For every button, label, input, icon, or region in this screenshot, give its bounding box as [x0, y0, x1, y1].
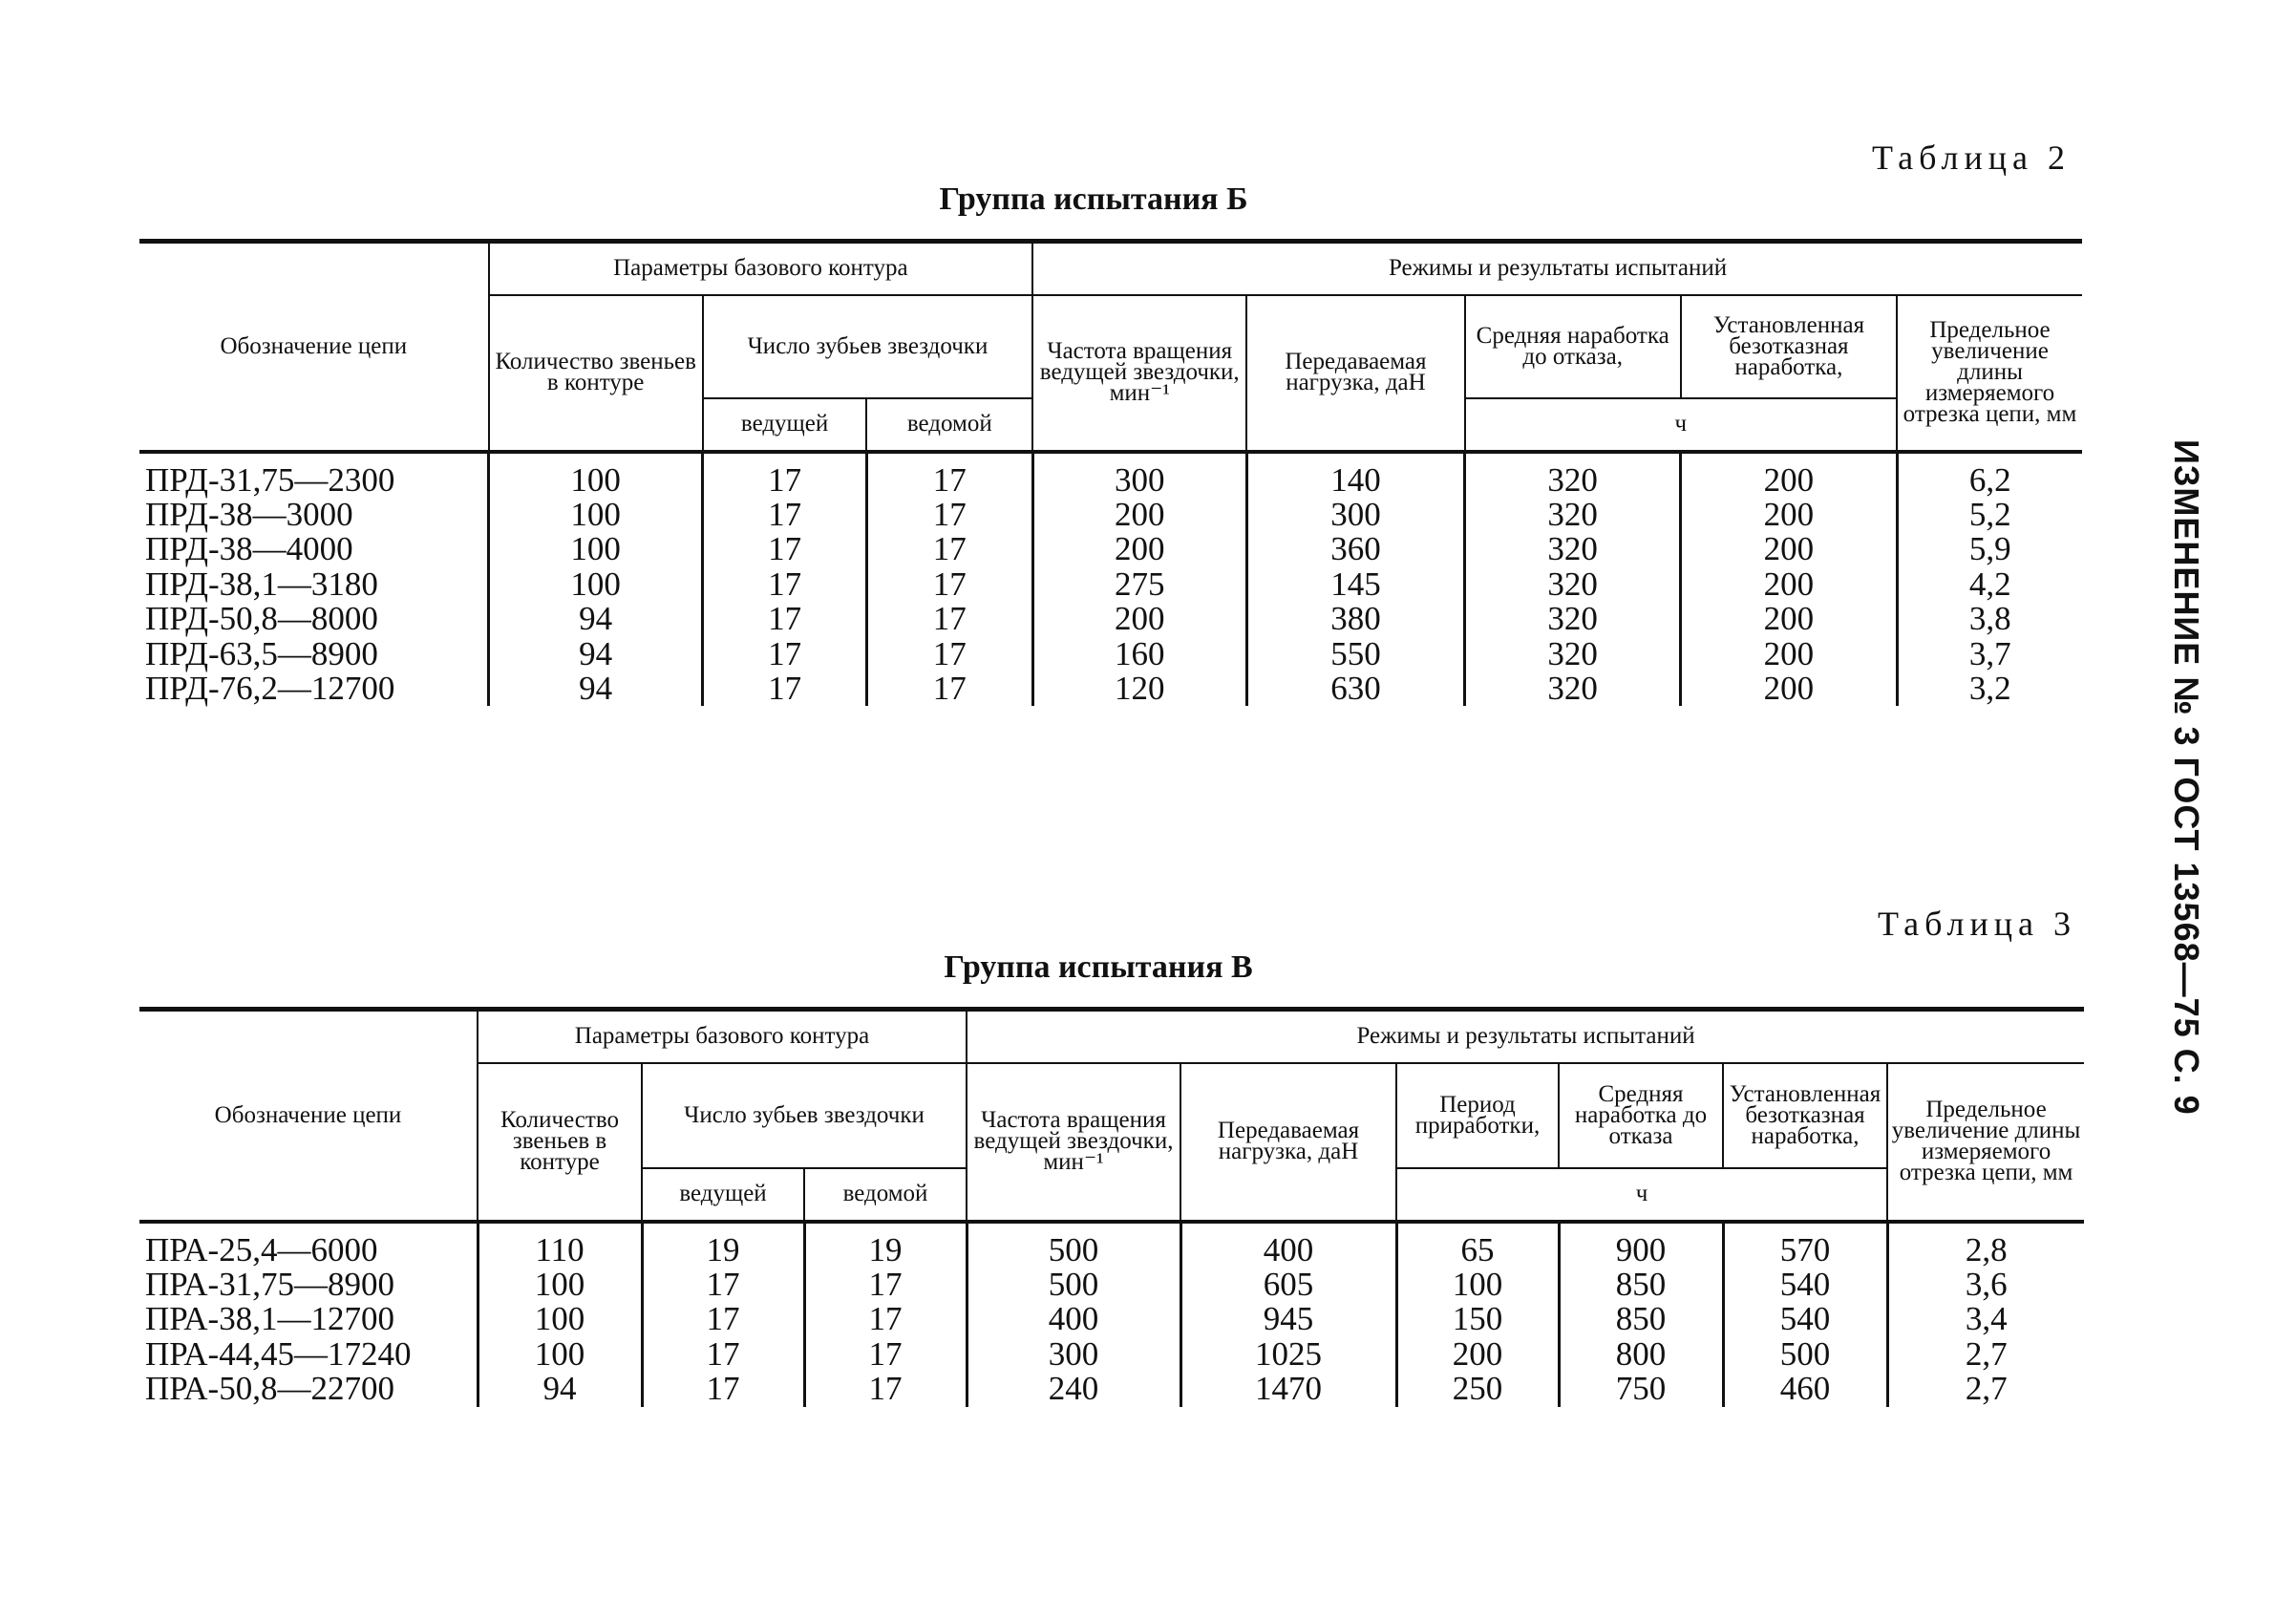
table2-header-links: Количество звеньев в контуре	[489, 295, 703, 452]
table3-header-run-in: Период приработки,	[1396, 1063, 1559, 1168]
table3	[139, 1007, 2084, 1407]
table3-col-elong: 2,8 3,6 3,4 2,7 2,7	[1887, 1233, 2084, 1407]
table2-header-driven: ведомой	[866, 398, 1032, 452]
table3-group-title: Группа испытания В	[944, 949, 1253, 985]
table2-header-modes: Режимы и результаты испытаний	[1032, 242, 2082, 295]
table2-col-failfree: 200 200 200 200 200 200 200	[1681, 463, 1897, 707]
table2-group-title: Группа испытания Б	[939, 181, 1248, 217]
table2-col-driven: 17 17 17 17 17 17 17	[866, 463, 1032, 707]
table2-header-failfree: Установленная безотказная наработка,	[1681, 295, 1897, 398]
table2-col-load: 140 300 360 145 380 550 630	[1246, 463, 1464, 707]
table3-col-links: 110 100 100 100 94	[478, 1233, 642, 1407]
table3-header-load: Передаваемая нагрузка, даН	[1180, 1063, 1396, 1222]
table3-col-designation: ПРА-25,4—6000 ПРА-31,75—8900 ПРА-38,1—12700 ПРА-44,45—17240 ПРА-50,8—22700	[139, 1233, 478, 1407]
table3-header-driving: ведущей	[642, 1168, 804, 1222]
table3-header-base-params: Параметры базового контура	[478, 1010, 967, 1063]
table2-col-elong: 6,2 5,2 5,9 4,2 3,8 3,7 3,2	[1897, 463, 2082, 707]
table2-header-driving: ведущей	[703, 398, 867, 452]
table2	[139, 239, 2082, 706]
table3-col-load: 400 605 945 1025 1470	[1180, 1233, 1396, 1407]
table3-header-teeth: Число зубьев звездочки	[642, 1063, 967, 1168]
table3-header-modes: Режимы и результаты испытаний	[967, 1010, 2084, 1063]
table2-col-mean-time: 320 320 320 320 320 320 320	[1465, 463, 1681, 707]
table3-header-elong: Предельное увеличение длины измеряемого отрезка цепи, мм	[1887, 1063, 2084, 1222]
table3-number: Таблица 3	[1878, 905, 2076, 943]
table2-col-freq: 300 200 200 275 200 160 120	[1032, 463, 1246, 707]
table3-header-driven: ведомой	[804, 1168, 967, 1222]
table2-header-hours: ч	[1465, 398, 1897, 452]
table2-header-designation: Обозначение цепи	[139, 242, 489, 452]
table2-col-links: 100 100 100 100 94 94 94	[489, 463, 703, 707]
side-running-title	[2164, 439, 2206, 1204]
side-running-title-text: ИЗМЕНЕНИЕ № 3 ГОСТ 13568—75 С. 9	[2167, 439, 2206, 1116]
table3-col-freq: 500 500 400 300 240	[967, 1233, 1180, 1407]
table3-col-driving: 19 17 17 17 17	[642, 1233, 804, 1407]
table3-header-links: Количество звеньев в контуре	[478, 1063, 642, 1222]
table2-number: Таблица 2	[1872, 139, 2071, 177]
table3-col-driven: 19 17 17 17 17	[804, 1233, 967, 1407]
table2-header-teeth: Число зубьев звездочки	[703, 295, 1032, 398]
table3-col-mean-time: 900 850 850 800 750	[1559, 1233, 1723, 1407]
table3-header-freq: Частота вращения ведущей звездочки, мин⁻¹	[967, 1063, 1180, 1222]
table3-header-designation: Обозначение цепи	[139, 1010, 478, 1222]
table3-col-failfree: 570 540 540 500 460	[1723, 1233, 1887, 1407]
table2-header-freq: Частота вращения ведущей звездочки, мин⁻¹	[1032, 295, 1246, 452]
table2-header-elong: Предельное увеличение длины измеряемого отрезка цепи, мм	[1897, 295, 2082, 452]
table3-header-mean-time: Средняя наработка до отказа	[1559, 1063, 1723, 1168]
table2-col-driving: 17 17 17 17 17 17 17	[703, 463, 867, 707]
table2-col-designation: ПРД-31,75—2300 ПРД-38—3000 ПРД-38—4000 ПРД-38,1—3180 ПРД-50,8—8000 ПРД-63,5—8900 ПРД-76,2—12700	[139, 463, 489, 707]
table2-header-base-params: Параметры базового контура	[489, 242, 1033, 295]
table2-header-mean-time: Средняя наработка до отказа,	[1465, 295, 1681, 398]
table3-header-failfree: Установленная безотказная наработка,	[1723, 1063, 1887, 1168]
table2-header-load: Передаваемая нагрузка, даН	[1246, 295, 1464, 452]
table3-header-hours: ч	[1396, 1168, 1887, 1222]
table3-col-run-in: 65 100 150 200 250	[1396, 1233, 1559, 1407]
